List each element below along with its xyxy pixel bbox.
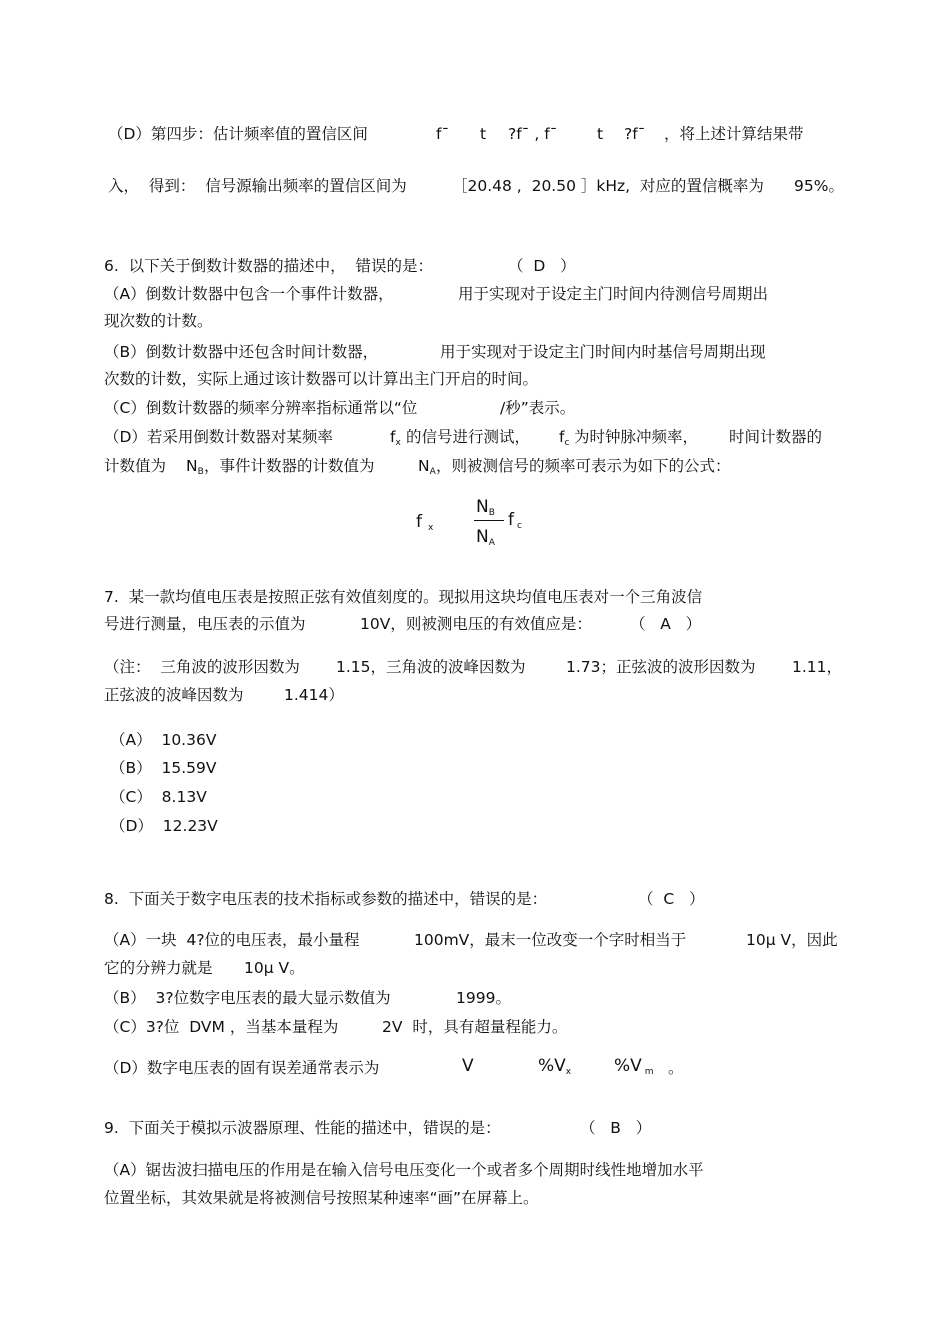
q6-option-d: （D）若采用倒数计数器对某频率 — [104, 428, 333, 446]
q8-option-c-b: 2V 时，具有超量程能力。 — [382, 1018, 568, 1036]
q7-note-c: 1.73；正弦波的波形因数为 — [566, 658, 756, 676]
q7-note-line2-b: 1.414） — [284, 686, 344, 704]
s5d-t-1: t — [480, 125, 487, 143]
q6-option-d-fc: $f_c$ — [559, 428, 570, 448]
q7-stem-line2: 号进行测量，电压表的示值为 — [104, 615, 306, 633]
q9-answer: （ B ） — [580, 1119, 652, 1137]
q6-option-d-na: $N_A$ — [418, 457, 436, 477]
q6-option-d-line2: 计数值为 — [104, 457, 167, 475]
q8-option-d-vx: $\%V_x$ — [538, 1056, 572, 1077]
q6-option-c: （C）倒数计数器的频率分辨率指标通常以“位 — [104, 399, 418, 417]
q7-note-line2: 正弦波的波峰因数为 — [104, 686, 244, 704]
s5d-fbar-1: f¯ — [436, 125, 450, 143]
s5d-result-text: 入， 得到： 信号源输出频率的置信区间为 — [108, 177, 407, 195]
formula-lhs: f $_x$ — [416, 512, 434, 533]
q7-option-d: （D） 12.23V — [110, 817, 218, 835]
s5d-tail: ，将上述计算结果带 — [664, 125, 804, 143]
s5d-label: （D）第四步：估计频率值的置信区间 — [108, 125, 368, 143]
q7-note-b: 1.15，三角波的波峰因数为 — [336, 658, 526, 676]
q6-option-d-text4: 时间计数器的 — [729, 428, 823, 446]
q8-stem: 8. 下面关于数字电压表的技术指标或参数的描述中，错误的是： — [104, 890, 548, 908]
q8-option-d-vm: %V $_m$ — [614, 1056, 654, 1077]
q8-option-a-c: 10μ V，因此 — [746, 931, 838, 949]
q7-answer: （ A ） — [630, 615, 702, 633]
q8-option-a-line2-b: 10μ V。 — [244, 959, 305, 977]
q6-option-a-line2: 现次数的计数。 — [104, 312, 213, 330]
formula-denominator: $N_A$ — [476, 527, 495, 548]
q7-stem-line2-b: 10V，则被测电压的有效值应是： — [360, 615, 592, 633]
q8-option-c: （C）3?位 DVM ，当基本量程为 — [104, 1018, 339, 1036]
q6-stem: 6. 以下关于倒数计数器的描述中， 错误的是： — [104, 257, 433, 275]
q7-option-c: （C） 8.13V — [110, 788, 207, 806]
q6-answer: （ D ） — [508, 257, 576, 275]
s5d-t-2: t — [597, 125, 604, 143]
q6-option-d-fx: $f_x$ — [390, 428, 401, 448]
q8-option-a-b: 100mV，最末一位改变一个字时相当于 — [414, 931, 687, 949]
q8-option-d-v: V — [462, 1056, 474, 1076]
q7-note: （注： 三角波的波形因数为 — [104, 658, 300, 676]
q8-option-d: （D）数字电压表的固有误差通常表示为 — [104, 1059, 380, 1077]
q8-option-b: （B） 3?位数字电压表的最大显示数值为 — [104, 989, 391, 1007]
q6-option-b-cont: 用于实现对于设定主门时间内时基信号周期出现 — [440, 343, 766, 361]
q6-option-a: （A）倒数计数器中包含一个事件计数器， — [104, 285, 394, 303]
q8-answer: （ C ） — [638, 890, 705, 908]
q9-stem: 9. 下面关于模拟示波器原理、性能的描述中，错误的是： — [104, 1119, 501, 1137]
s5d-end: ?f¯ — [624, 125, 646, 143]
q7-stem: 7. 某一款均值电压表是按照正弦有效值刻度的。现拟用这块均值电压表对一个三角波信 — [104, 588, 703, 606]
q6-option-d-text3: 为时钟脉冲频率， — [574, 428, 699, 446]
q9-option-a-line2: 位置坐标，其效果就是将被测信号按照某种速率“画”在屏幕上。 — [104, 1189, 539, 1207]
formula-numerator: $N_B$ — [476, 497, 495, 518]
q6-option-b-line2: 次数的计数，实际上通过该计数器可以计算出主门开启的时间。 — [104, 370, 539, 388]
q8-option-a: （A）一块 4?位的电压表，最小量程 — [104, 931, 360, 949]
s5d-interval: ［20.48 , 20.50 ］kHz, 对应的置信概率为 — [452, 177, 764, 195]
q6-option-d-line2-c: ，则被测信号的频率可表示为如下的公式： — [436, 457, 731, 475]
q8-option-d-end: 。 — [668, 1059, 684, 1077]
q6-option-d-nb: $N_B$ — [186, 457, 204, 477]
q8-option-b-b: 1999。 — [456, 989, 511, 1007]
s5d-probability: 95%。 — [794, 177, 844, 195]
q7-option-a: （A） 10.36V — [110, 731, 217, 749]
s5d-mid: ?f¯ , f¯ — [508, 125, 558, 143]
q9-option-a: （A）锯齿波扫描电压的作用是在输入信号电压变化一个或者多个周期时线性地增加水平 — [104, 1161, 704, 1179]
q6-option-b: （B）倒数计数器中还包含时间计数器， — [104, 343, 379, 361]
q6-option-d-text2: 的信号进行测试， — [406, 428, 531, 446]
q6-option-c-cont: /秒”表示。 — [500, 399, 576, 417]
q7-note-d: 1.11， — [792, 658, 843, 676]
formula-rhs: f $_c$ — [508, 510, 522, 531]
q7-option-b: （B） 15.59V — [110, 759, 217, 777]
q8-option-a-line2: 它的分辨力就是 — [104, 959, 213, 977]
formula-fraction-bar — [474, 520, 504, 521]
q6-option-a-cont: 用于实现对于设定主门时间内待测信号周期出 — [458, 285, 769, 303]
q6-option-d-line2-b: ，事件计数器的计数值为 — [204, 457, 375, 475]
